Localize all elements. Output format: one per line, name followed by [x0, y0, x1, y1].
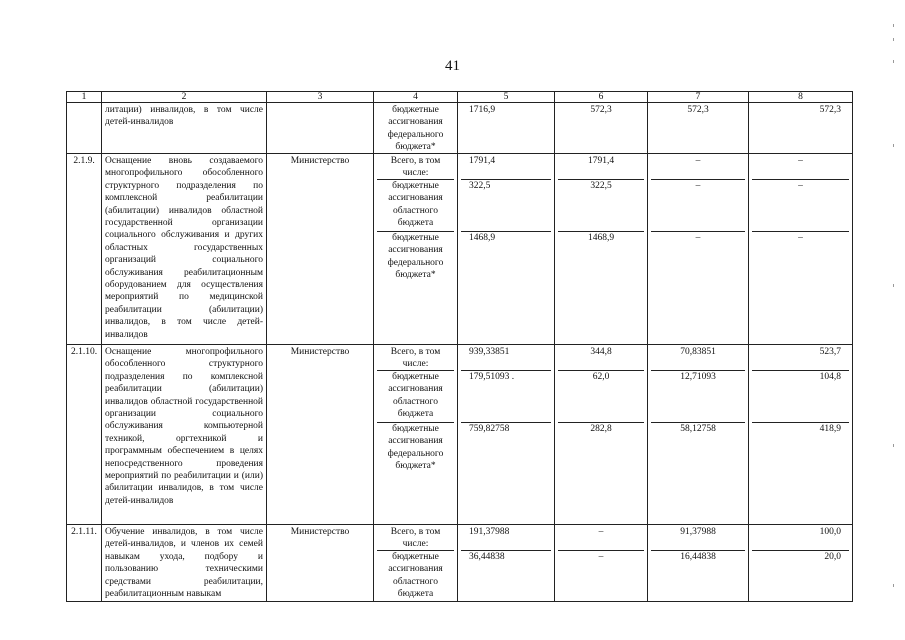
amount-cell-c7 — [648, 154, 749, 345]
amount-value: – — [752, 231, 849, 343]
table-row — [67, 154, 853, 345]
header-cell: 1 — [67, 92, 102, 103]
amount-value: 1791,4 — [587, 156, 615, 166]
amount-value: 572,3 — [687, 105, 709, 115]
amount-cell-c6 — [555, 345, 648, 525]
funding-source: бюджетные ассигнования федерального бюджета* — [387, 105, 444, 153]
amount-value: 572,3 — [819, 105, 841, 115]
amount-value: 70,83851 — [680, 347, 716, 357]
amount-value: 12,71093 — [651, 370, 745, 422]
item-number — [67, 103, 102, 154]
item-number: 2.1.9. — [67, 154, 102, 345]
funding-source: бюджетные ассигнования областного бюджета — [377, 179, 454, 231]
table-row — [67, 345, 853, 525]
amount-value: 20,0 — [752, 550, 849, 600]
item-number: 2.1.11. — [67, 525, 102, 602]
amount-value: 523,7 — [819, 347, 841, 357]
amount-cell-c5 — [458, 103, 555, 154]
funding-source: бюджетные ассигнования федерального бюджета* — [377, 422, 454, 523]
item-number: 2.1.10. — [67, 345, 102, 525]
budget-table — [66, 91, 853, 602]
funding-source: Всего, в том числе: — [390, 527, 441, 550]
executor — [267, 103, 374, 154]
amount-cell-c8 — [749, 345, 853, 525]
funding-source: бюджетные ассигнования областного бюджета — [377, 370, 454, 422]
amount-value: 91,37988 — [680, 527, 716, 537]
executor: Министерство — [267, 345, 374, 525]
funding-source-cell — [374, 345, 458, 525]
amount-value: – — [798, 156, 803, 166]
item-description: Оснащение многопрофильного обособленного структурного подразделения по комплексной реабилитации (абилитации) инвалидов областной государственной организации социального обслуживания компьютерной техникой, оргтехникой и программным обеспечением в целях непосредственного проведения мероприятий по реабилитации и (или) абилитации инвалидов, в том числе детей-инвалидов — [102, 345, 267, 525]
executor: Министерство — [267, 154, 374, 345]
header-cell: 6 — [555, 92, 648, 103]
funding-source-cell — [374, 103, 458, 154]
header-cell: 3 — [267, 92, 374, 103]
funding-source: Всего, в том числе: — [390, 347, 441, 370]
amount-value: 1468,9 — [461, 231, 551, 343]
header-cell: 4 — [374, 92, 458, 103]
amount-cell-c8 — [749, 103, 853, 154]
amount-value: 939,33851 — [469, 347, 510, 357]
amount-value: 322,5 — [461, 179, 551, 231]
header-cell: 2 — [102, 92, 267, 103]
amount-cell-c8 — [749, 525, 853, 602]
header-cell: 7 — [648, 92, 749, 103]
amount-value: 1716,9 — [469, 105, 496, 115]
amount-cell-c5 — [458, 345, 555, 525]
header-cell: 8 — [749, 92, 853, 103]
amount-value: – — [752, 179, 849, 231]
item-description: Оснащение вновь создаваемого многопрофильного обособленного структурного подразделения по комплексной реабилитации (абилитации) инвалидов областной государственной организации социального обслуживания и других областных государственных организаций социального обслуживания реабилитационным оборудованием для осуществления мероприятий по медицинской реабилитации (абилитации) инвалидов, в том числе детей-инвалидов — [102, 154, 267, 345]
scan-marks — [893, 24, 895, 624]
amount-value: – — [598, 527, 604, 537]
amount-value: 104,8 — [752, 370, 849, 422]
amount-value: 282,8 — [558, 422, 644, 523]
amount-cell-c6 — [555, 154, 648, 345]
amount-value: 179,51093 . — [461, 370, 551, 422]
funding-source-cell — [374, 154, 458, 345]
amount-cell-c7 — [648, 345, 749, 525]
funding-source: бюджетные ассигнования областного бюджета — [377, 550, 454, 600]
amount-value: 191,37988 — [469, 527, 510, 537]
amount-cell-c5 — [458, 525, 555, 602]
amount-value: 572,3 — [590, 105, 612, 115]
funding-source: Всего, в том числе: — [390, 156, 441, 179]
amount-value: 344,8 — [590, 347, 612, 357]
amount-cell-c7 — [648, 525, 749, 602]
amount-cell-c7 — [648, 103, 749, 154]
amount-value: 1468,9 — [558, 231, 644, 343]
amount-value: – — [558, 550, 644, 600]
amount-value: 16,44838 — [651, 550, 745, 600]
amount-value: 36,44838 — [461, 550, 551, 600]
amount-value: – — [651, 231, 745, 343]
header-cell: 5 — [458, 92, 555, 103]
funding-source: бюджетные ассигнования федерального бюджета* — [377, 231, 454, 343]
table-row — [67, 525, 853, 602]
page-number: 41 — [445, 58, 460, 74]
amount-cell-c6 — [555, 525, 648, 602]
amount-cell-c6 — [555, 103, 648, 154]
amount-value: – — [651, 179, 745, 231]
amount-value: 58,12758 — [651, 422, 745, 523]
executor: Министерство — [267, 525, 374, 602]
amount-value: 759,82758 — [461, 422, 551, 523]
amount-cell-c8 — [749, 154, 853, 345]
item-description: литации) инвалидов, в том числе детей-инвалидов — [102, 103, 267, 154]
table-row — [67, 103, 853, 154]
funding-source-cell — [374, 525, 458, 602]
amount-value: 418,9 — [752, 422, 849, 523]
header-row — [67, 92, 853, 103]
amount-value: – — [695, 156, 701, 166]
amount-value: 322,5 — [558, 179, 644, 231]
item-description: Обучение инвалидов, в том числе детей-инвалидов, и членов их семей навыкам ухода, подбору и пользованию техническими средствами реабилитации, реабилитационным навыкам — [102, 525, 267, 602]
amount-value: 62,0 — [558, 370, 644, 422]
amount-value: 1791,4 — [469, 156, 496, 166]
amount-cell-c5 — [458, 154, 555, 345]
amount-value: 100,0 — [819, 527, 841, 537]
